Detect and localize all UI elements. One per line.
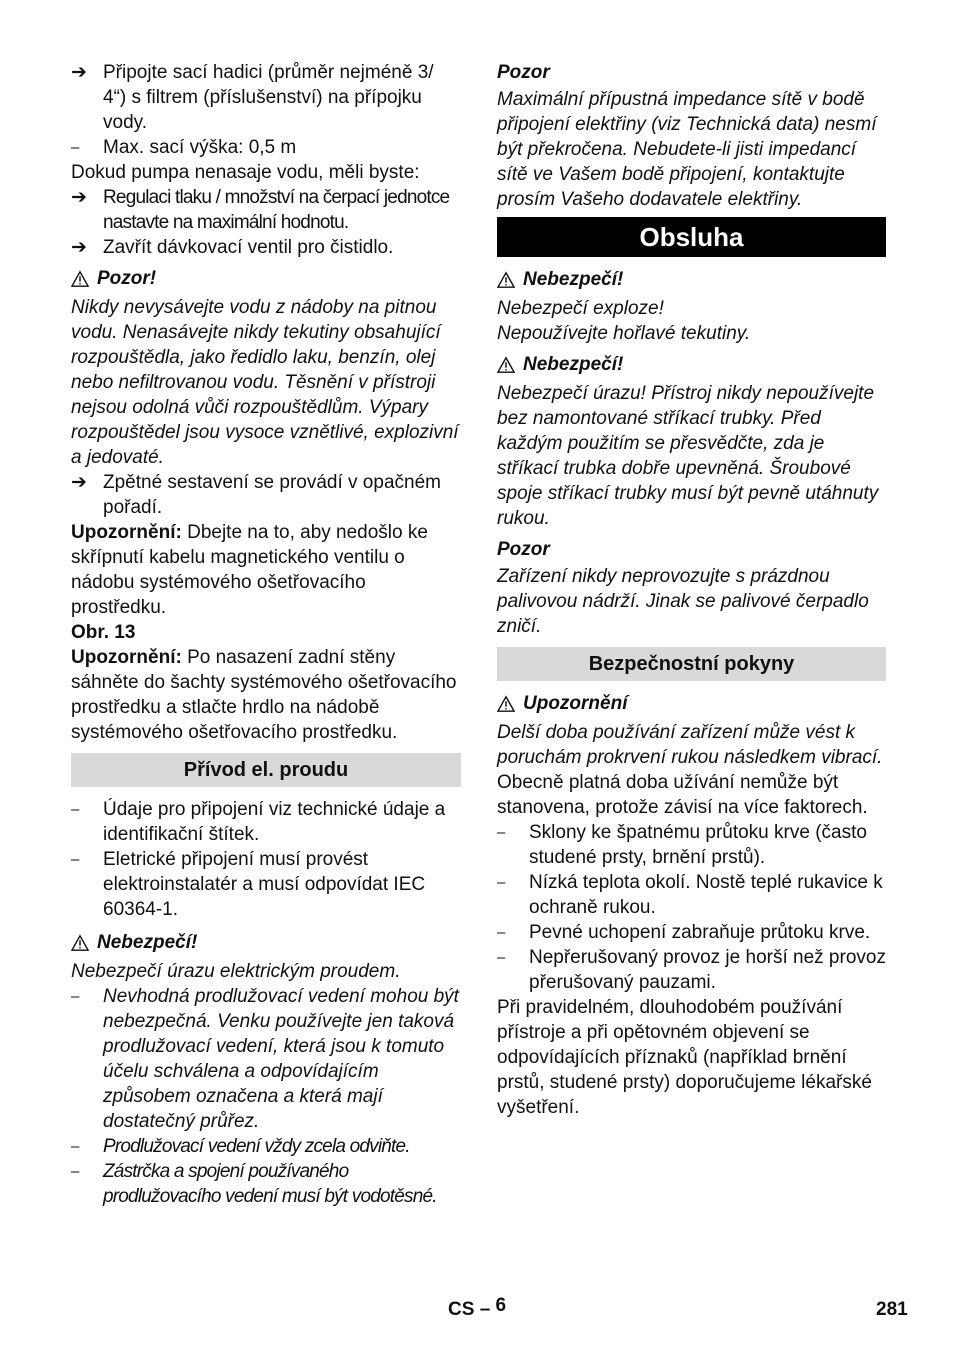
caution-title: Pozor [497, 62, 550, 83]
dash-text: Údaje pro připojení viz technické údaje a identifikační štítek. [103, 799, 446, 845]
section-heading: Obsluha [497, 217, 886, 257]
footer-language: CS [448, 1299, 475, 1320]
warning-text: Nikdy nevysávejte vodu z nádoby na pitnou vodu. Nenasávejte nikdy tekutiny obsahující rozpouštědla, jako ředidlo laku, benzín, olej nebo nefiltrovanou vodu. Těsnění v přístroji nejsou odolná vůči rozpouštědlům. Výpary rozpouštědel jsou vysoce vznětlivé, explozivní a jedovaté. [71, 297, 459, 468]
arrow-icon: ➔ [71, 62, 87, 83]
warning-triangle-icon [71, 270, 89, 288]
warning-title: Nebezpečí! [97, 932, 198, 953]
dash-text: Eletrické připojení musí provést elektroinstalatér a musí odpovídat IEC 60364-1. [103, 849, 426, 920]
left-column [71, 60, 461, 1209]
dash-marker: – [71, 801, 80, 818]
dash-marker: – [71, 1138, 80, 1155]
warning-title: Pozor! [97, 268, 157, 289]
dash-marker: – [497, 924, 506, 941]
dash-text: Max. sací výška: 0,5 m [103, 137, 297, 158]
note-label: Upozornění: [71, 522, 182, 543]
step-text: Zpětné sestavení se provádí v opačném pořadí. [103, 472, 441, 518]
step-item [71, 470, 461, 520]
step-item [71, 235, 461, 260]
dash-marker: – [71, 851, 80, 868]
warning-text: Nebezpečí exploze! [497, 298, 664, 319]
step-item [71, 60, 461, 135]
dash-marker: – [497, 824, 506, 841]
warning-title: Upozornění [523, 693, 628, 714]
page-number: 281 [876, 1299, 908, 1320]
dash-item [497, 945, 886, 995]
warning-heading [71, 266, 461, 291]
note-text: Dbejte na to, aby nedošlo ke skřípnutí kabelu magnetického ventilu o nádobu systémového ošetřovacího prostředku. [71, 522, 428, 618]
step-text: Zavřít dávkovací ventil pro čistidlo. [103, 237, 394, 258]
warning-triangle-icon [497, 271, 515, 289]
arrow-icon: ➔ [71, 187, 87, 208]
warning-heading [497, 691, 886, 716]
dash-marker: – [71, 988, 80, 1005]
dash-item [71, 797, 461, 847]
section-subheading: Přívod el. proudu [71, 753, 461, 787]
section-subheading: Bezpečnostní pokyny [497, 647, 886, 681]
footer-section-page: 6 [495, 1295, 507, 1316]
caution-title: Pozor [497, 539, 550, 560]
step-text: Regulaci tlaku / množství na čerpací jednotce nastavte na maximální hodnotu. [103, 187, 450, 233]
warning-triangle-icon [497, 356, 515, 374]
warning-title: Nebezpečí! [523, 269, 624, 290]
dash-item [497, 870, 886, 920]
dash-item [71, 984, 461, 1134]
dash-item [497, 820, 886, 870]
dash-text: Sklony ke špatnému průtoku krve (často studené prsty, brnění prstů). [529, 822, 867, 868]
warning-text: Nepoužívejte hořlavé tekutiny. [497, 323, 751, 344]
dash-marker: – [71, 139, 80, 156]
dash-item [71, 1159, 461, 1209]
dash-item [71, 1134, 461, 1159]
dash-text: Prodlužovací vedení vždy zcela odviňte. [103, 1136, 410, 1157]
paragraph: Při pravidelném, dlouhodobém používání přístroje a při opětovném objevení se odpovídajících příznaků (například brnění prstů, studené prsty) doporučujeme lékařské vyšetření. [497, 997, 872, 1118]
note-paragraph [71, 520, 461, 620]
figure-reference: Obr. 13 [71, 622, 136, 643]
caution-text: Zařízení nikdy neprovozujte s prázdnou palivovou nádrží. Jinak se palivové čerpadlo zničí. [497, 566, 869, 637]
step-text: Připojte sací hadici (průměr nejméně 3/ 4“) s filtrem (příslušenství) na přípojku vody. [103, 62, 434, 133]
warning-heading [497, 352, 886, 377]
caution-text: Maximální přípustná impedance sítě v bodě připojení elektřiny (viz Technická data) nesmí být překročena. Nebudete-li jisti impedancí sítě ve Vašem bodě připojení, kontaktujte prosím Vašeho dodavatele elektřiny. [497, 89, 877, 210]
step-item [71, 185, 461, 235]
warning-title: Nebezpečí! [523, 354, 624, 375]
note-paragraph [71, 645, 461, 745]
warning-text: Nebezpečí úrazu! Přístroj nikdy nepoužívejte bez namontované stříkací trubky. Před každým použitím se přesvědčte, zda je stříkací trubka dobře upevněná. Šroubové spoje stříkací trubky musí být pevně utáhnuty rukou. [497, 383, 879, 529]
paragraph: Obecně platná doba užívání nemůže být stanovena, protože závisí na více faktorech. [497, 772, 868, 818]
footer-section-label [448, 1297, 506, 1322]
dash-marker: – [497, 949, 506, 966]
paragraph: Dokud pumpa nenasaje vodu, měli byste: [71, 162, 420, 183]
dash-text: Pevné uchopení zabraňuje průtoku krve. [529, 922, 871, 943]
dash-marker: – [497, 874, 506, 891]
warning-heading [497, 267, 886, 292]
dash-text: Nepřerušovaný provoz je horší než provoz přerušovaný pauzami. [529, 947, 886, 993]
dash-text: Nízká teplota okolí. Nostě teplé rukavice k ochraně rukou. [529, 872, 883, 918]
dash-item [497, 920, 886, 945]
dash-item [71, 847, 461, 922]
right-column [497, 60, 886, 1120]
warning-heading [71, 930, 461, 955]
footer-separator: – [479, 1299, 491, 1320]
dash-marker: – [71, 1163, 80, 1180]
dash-item [71, 135, 461, 160]
warning-triangle-icon [71, 934, 89, 952]
note-text: Po nasazení zadní stěny sáhněte do šachty systémového ošetřovacího prostředku a stlačte hrdlo na nádobě systémového ošetřovacího prostředku. [71, 647, 457, 743]
dash-text: Zástrčka a spojení používaného prodlužovacího vedení musí být vodotěsné. [103, 1161, 437, 1207]
warning-triangle-icon [497, 695, 515, 713]
warning-text: Delší doba používání zařízení může vést k poruchám prokrvení rukou následkem vibrací. [497, 722, 883, 768]
dash-text: Nevhodná prodlužovací vedení mohou být nebezpečná. Venku používejte jen taková prodlužovací vedení, která jsou k tomuto účelu schválena a odpovídajícím způsobem označena a která mají dostatečný průřez. [103, 986, 459, 1132]
arrow-icon: ➔ [71, 237, 87, 258]
note-label: Upozornění: [71, 647, 182, 668]
arrow-icon: ➔ [71, 472, 87, 493]
warning-text: Nebezpečí úrazu elektrickým proudem. [71, 961, 401, 982]
